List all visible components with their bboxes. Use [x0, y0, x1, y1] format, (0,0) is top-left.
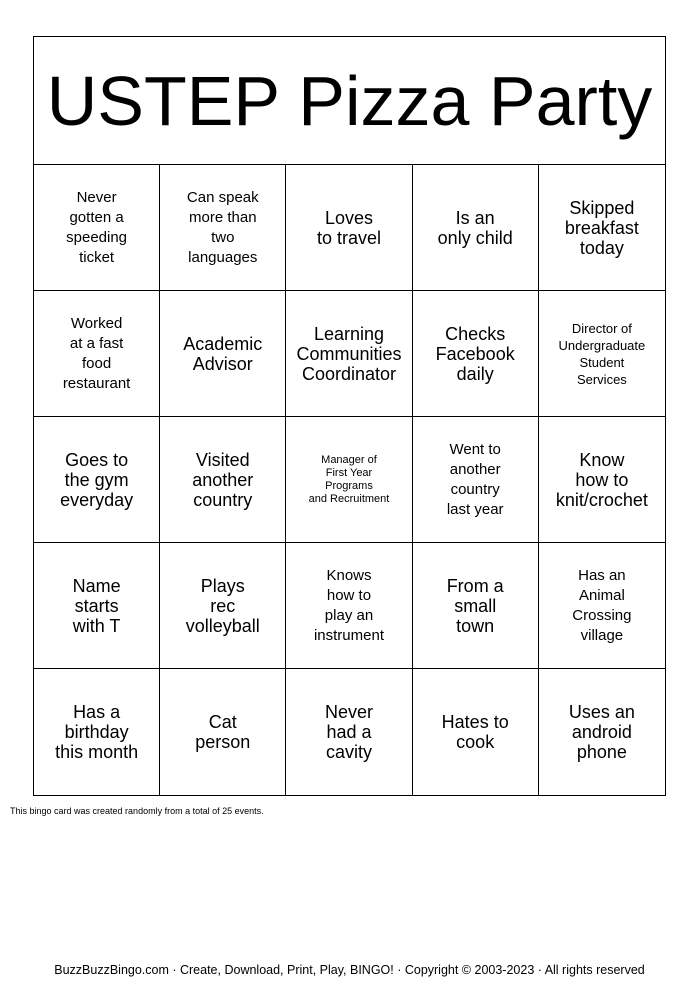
bingo-cell: From a small town [413, 543, 539, 669]
bingo-cell: Went to another country last year [413, 417, 539, 543]
bingo-cell: Hates to cook [413, 669, 539, 795]
bingo-cell: Has an Animal Crossing village [539, 543, 665, 669]
bingo-cell: Learning Communities Coordinator [286, 291, 412, 417]
bingo-cell: Is an only child [413, 165, 539, 291]
bingo-cell: Name starts with T [34, 543, 160, 669]
bingo-cell: Know how to knit/crochet [539, 417, 665, 543]
bingo-cell: Can speak more than two languages [160, 165, 286, 291]
bingo-cell: Has a birthday this month [34, 669, 160, 795]
footer-copyright: BuzzBuzzBingo.com · Create, Download, Print, Play, BINGO! · Copyright © 2003-2023 · All rights reserved [54, 963, 645, 977]
bingo-cell: Loves to travel [286, 165, 412, 291]
bingo-cell: Knows how to play an instrument [286, 543, 412, 669]
bingo-cell: Skipped breakfast today [539, 165, 665, 291]
bingo-cell: Worked at a fast food restaurant [34, 291, 160, 417]
bingo-cell: Never gotten a speeding ticket [34, 165, 160, 291]
bingo-cell: Goes to the gym everyday [34, 417, 160, 543]
bingo-card [33, 36, 666, 796]
card-title: USTEP Pizza Party [46, 61, 653, 140]
bingo-cell: Never had a cavity [286, 669, 412, 795]
bingo-cell: Plays rec volleyball [160, 543, 286, 669]
generation-note: This bingo card was created randomly from a total of 25 events. [10, 806, 264, 816]
bingo-grid [34, 164, 665, 795]
bingo-cell: Manager of First Year Programs and Recruitment [286, 417, 412, 543]
bingo-cell: Uses an android phone [568, 702, 635, 762]
bingo-cell: Director of Undergraduate Student Services [539, 291, 665, 417]
bingo-cell: Visited another country [160, 417, 286, 543]
bingo-cell: Cat person [160, 669, 286, 795]
bingo-cell: Checks Facebook daily [413, 291, 539, 417]
bingo-cell: Academic Advisor [160, 291, 286, 417]
